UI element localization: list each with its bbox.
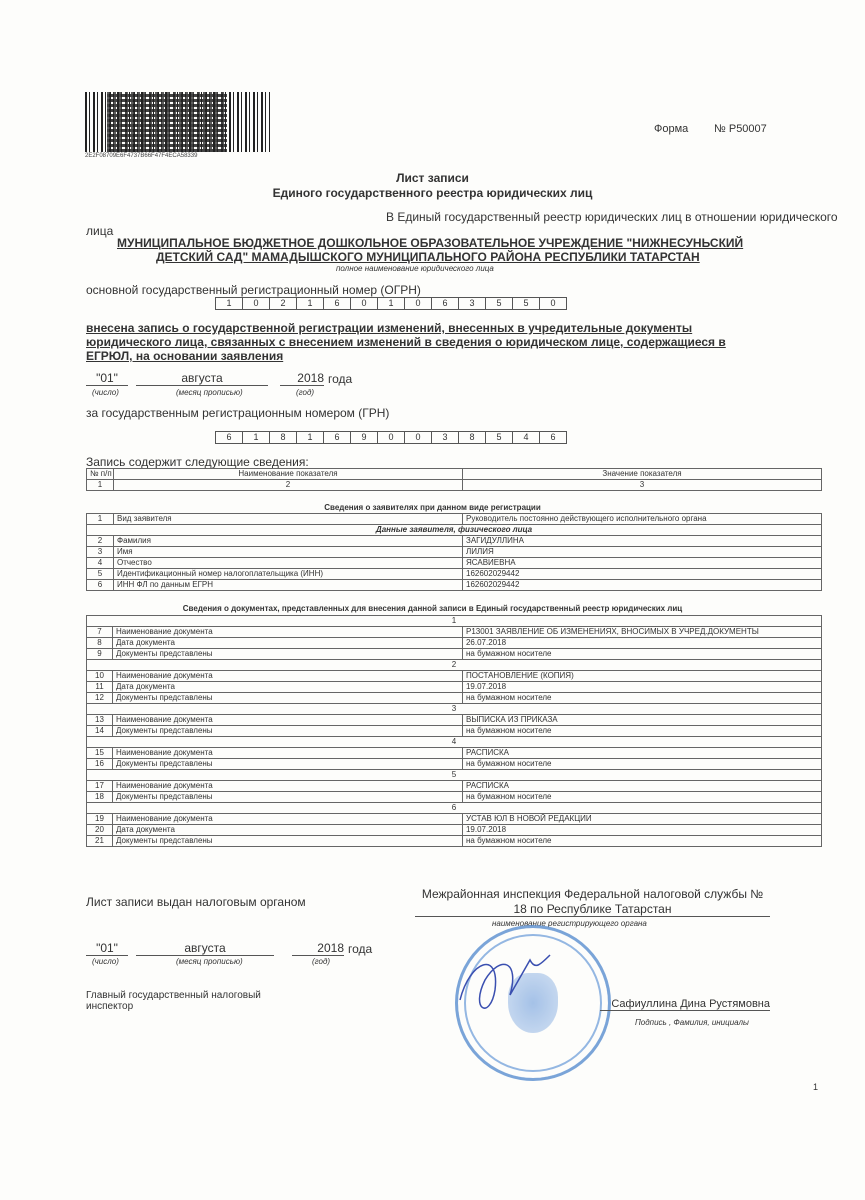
barcode [85, 92, 270, 152]
col-num-3: 3 [463, 480, 822, 491]
row-name: Дата документа [113, 682, 463, 693]
authority-line1: Межрайонная инспекция Федеральной налоговой службы № [421, 887, 764, 901]
table-row [87, 536, 822, 547]
row-num: 10 [87, 671, 113, 682]
row-num: 6 [87, 580, 114, 591]
row-name: Документы представлены [113, 649, 463, 660]
document-group-header: 3 [87, 704, 822, 715]
row-value: на бумажном носителе [462, 726, 821, 737]
date-day: "01" [86, 371, 128, 386]
applicants-caption: Сведения о заявителях при данном виде регистрации [324, 503, 541, 512]
table-row [87, 814, 822, 825]
row-value: 19.07.2018 [462, 825, 821, 836]
digit-cell: 0 [405, 432, 432, 443]
row-num: 8 [87, 638, 113, 649]
row-name: Наименование документа [113, 748, 463, 759]
row-num: 18 [87, 792, 113, 803]
table-row [87, 558, 822, 569]
row-num: 4 [87, 558, 114, 569]
month-caption: (месяц прописью) [176, 388, 243, 397]
org-name-line1: МУНИЦИПАЛЬНОЕ БЮДЖЕТНОЕ ДОШКОЛЬНОЕ ОБРАЗОВАТЕЛЬНОЕ УЧРЕЖДЕНИЕ "НИЖНЕСУНЬСКИЙ [117, 236, 744, 250]
row-value: ЛИЛИЯ [463, 547, 822, 558]
row-value: Р13001 ЗАЯВЛЕНИЕ ОБ ИЗМЕНЕНИЯХ, ВНОСИМЫХ В УЧРЕД.ДОКУМЕНТЫ [462, 627, 821, 638]
row-num: 1 [87, 514, 114, 525]
digit-cell: 5 [486, 298, 513, 309]
document-group-header: 6 [87, 803, 822, 814]
row-num: 3 [87, 547, 114, 558]
date-year: 2018 [280, 371, 324, 386]
row-value: РАСПИСКА [462, 748, 821, 759]
row-num: 13 [87, 715, 113, 726]
row-name: Документы представлены [113, 792, 463, 803]
row-num: 15 [87, 748, 113, 759]
table-row [87, 715, 822, 726]
row-num: 9 [87, 649, 113, 660]
authority-caption: наименование регистрирующего органа [492, 919, 647, 928]
row-name: Наименование документа [113, 814, 463, 825]
table-row [87, 514, 822, 525]
digit-cell: 1 [243, 432, 270, 443]
barcode-code: 2E2F08709E6F4737B66F47F4ECA58339 [85, 153, 198, 159]
row-name: Дата документа [113, 825, 463, 836]
row-value: ЗАГИДУЛЛИНА [463, 536, 822, 547]
table-row [87, 671, 822, 682]
digit-cell: 4 [513, 432, 540, 443]
authority-line2: 18 по Республике Татарстан [415, 902, 770, 917]
digit-cell: 1 [297, 298, 324, 309]
document-group-header: 1 [87, 616, 822, 627]
row-value: на бумажном носителе [462, 649, 821, 660]
table-row [87, 748, 822, 759]
digit-cell: 6 [324, 298, 351, 309]
digit-cell: 8 [270, 432, 297, 443]
intro-text: В Единый государственный реестр юридических лиц в отношении юридического [386, 210, 838, 224]
row-value: 162602029442 [463, 580, 822, 591]
page-subtitle: Единого государственного реестра юридических лиц [272, 186, 593, 200]
table-row [87, 781, 822, 792]
day-caption: (число) [92, 388, 119, 397]
digit-cell: 8 [459, 432, 486, 443]
table-row [87, 580, 822, 591]
table-row [87, 825, 822, 836]
table-row [87, 836, 822, 847]
row-num: 12 [87, 693, 113, 704]
digit-cell: 0 [378, 432, 405, 443]
document-group-header: 4 [87, 737, 822, 748]
org-name-line2: ДЕТСКИЙ САД" МАМАДЫШСКОГО МУНИЦИПАЛЬНОГО РАЙОНА РЕСПУБЛИКИ ТАТАРСТАН [156, 250, 700, 264]
row-name: Идентификационный номер налогоплательщика (ИНН) [114, 569, 463, 580]
col-header-name: Наименование показателя [114, 469, 463, 480]
row-value: ВЫПИСКА ИЗ ПРИКАЗА [462, 715, 821, 726]
date-year: 2018 [292, 941, 344, 956]
record-line1: внесена запись о государственной регистрации изменений, внесенных в учредительные документы [86, 321, 693, 335]
row-value: 26.07.2018 [462, 638, 821, 649]
grn-digits [215, 431, 567, 444]
table-row [87, 547, 822, 558]
document-group-header: 2 [87, 660, 822, 671]
table-row [87, 569, 822, 580]
col-num-1: 1 [87, 480, 114, 491]
digit-cell: 6 [216, 432, 243, 443]
row-name: Отчество [114, 558, 463, 569]
table-row [87, 649, 822, 660]
documents-caption: Сведения о документах, представленных для внесения данной записи в Единый государственный реестр юридических лиц [182, 604, 683, 613]
row-value: УСТАВ ЮЛ В НОВОЙ РЕДАКЦИИ [462, 814, 821, 825]
row-name: Наименование документа [113, 627, 463, 638]
digit-cell: 3 [432, 432, 459, 443]
row-name: Фамилия [114, 536, 463, 547]
digit-cell: 3 [459, 298, 486, 309]
grn-label: за государственным регистрационным номером (ГРН) [86, 406, 390, 420]
digit-cell: 0 [550, 298, 556, 308]
date-month: августа [136, 941, 274, 956]
digit-cell: 0 [351, 298, 378, 309]
row-name: Имя [114, 547, 463, 558]
row-value: 162602029442 [463, 569, 822, 580]
ogrn-digits [215, 297, 567, 310]
contents-header-table [86, 468, 822, 491]
digit-cell: 5 [486, 432, 513, 443]
row-value: Руководитель постоянно действующего исполнительного органа [463, 514, 822, 525]
record-line2: юридического лица, связанных с внесением изменений в сведения о юридическом лице, содержащиеся в [86, 335, 726, 349]
row-value: 19.07.2018 [462, 682, 821, 693]
intro-text-cont: лица [86, 224, 114, 238]
row-name: Наименование документа [113, 715, 463, 726]
issued-by-label: Лист записи выдан налоговым органом [86, 895, 306, 909]
page-number: 1 [813, 1082, 819, 1092]
form-number: № Р50007 [714, 123, 767, 135]
row-name: Документы представлены [113, 836, 463, 847]
row-name: Документы представлены [113, 759, 463, 770]
date-suffix: года [328, 372, 353, 386]
signature-icon [450, 940, 560, 1030]
row-value: на бумажном носителе [462, 792, 821, 803]
digit-cell: 1 [378, 298, 405, 309]
signer-caption: Подпись , Фамилия, инициалы [635, 1018, 749, 1027]
signer-name: Сафиуллина Дина Рустямовна [600, 998, 770, 1011]
col-num-2: 2 [114, 480, 463, 491]
row-num: 20 [87, 825, 113, 836]
row-value: РАСПИСКА [462, 781, 821, 792]
position-title [86, 990, 261, 1012]
table-row [87, 682, 822, 693]
document-group-header: 5 [87, 770, 822, 781]
date-suffix: года [348, 942, 373, 956]
row-num: 2 [87, 536, 114, 547]
ogrn-label: основной государственный регистрационный номер (ОГРН) [86, 283, 421, 297]
applicants-subheader: Данные заявителя, физического лица [87, 525, 822, 536]
page-title: Лист записи [396, 171, 469, 185]
table-row [87, 638, 822, 649]
form-label: Форма [654, 123, 689, 135]
row-name: Вид заявителя [114, 514, 463, 525]
day-caption: (число) [92, 957, 119, 966]
record-line3: ЕГРЮЛ, на основании заявления [86, 349, 284, 363]
row-num: 19 [87, 814, 113, 825]
row-num: 7 [87, 627, 113, 638]
position-line1: Главный государственный налоговый [86, 990, 261, 1001]
row-name: ИНН ФЛ по данным ЕГРН [114, 580, 463, 591]
row-num: 11 [87, 682, 113, 693]
row-num: 14 [87, 726, 113, 737]
digit-cell: 6 [432, 298, 459, 309]
org-name-caption: полное наименование юридического лица [336, 264, 494, 273]
table-row [87, 693, 822, 704]
row-num: 5 [87, 569, 114, 580]
digit-cell: 6 [324, 432, 351, 443]
documents-table [86, 615, 822, 847]
row-name: Дата документа [113, 638, 463, 649]
table-row [87, 792, 822, 803]
row-name: Наименование документа [113, 781, 463, 792]
table-row [87, 627, 822, 638]
row-num: 17 [87, 781, 113, 792]
applicants-table [86, 513, 822, 591]
month-caption: (месяц прописью) [176, 957, 243, 966]
row-num: 16 [87, 759, 113, 770]
row-value: на бумажном носителе [462, 836, 821, 847]
year-caption: (год) [296, 388, 315, 397]
row-value: ЯСАВИЕВНА [463, 558, 822, 569]
row-name: Документы представлены [113, 693, 463, 704]
digit-cell: 6 [550, 432, 556, 442]
table-row [87, 759, 822, 770]
row-value: ПОСТАНОВЛЕНИЕ (КОПИЯ) [462, 671, 821, 682]
row-name: Наименование документа [113, 671, 463, 682]
date-month: августа [136, 371, 268, 386]
digit-cell: 5 [513, 298, 540, 309]
row-name: Документы представлены [113, 726, 463, 737]
row-num: 21 [87, 836, 113, 847]
digit-cell: 1 [297, 432, 324, 443]
row-value: на бумажном носителе [462, 693, 821, 704]
row-value: на бумажном носителе [462, 759, 821, 770]
digit-cell: 0 [243, 298, 270, 309]
digit-cell: 0 [405, 298, 432, 309]
digit-cell: 9 [351, 432, 378, 443]
position-line2: инспектор [86, 1001, 134, 1012]
table-row [87, 726, 822, 737]
digit-cell: 1 [216, 298, 243, 309]
date-day: "01" [86, 941, 128, 956]
col-header-num: № п/п [87, 469, 114, 480]
digit-cell: 2 [270, 298, 297, 309]
col-header-value: Значение показателя [463, 469, 822, 480]
contents-label: Запись содержит следующие сведения: [86, 455, 309, 469]
year-caption: (год) [312, 957, 331, 966]
